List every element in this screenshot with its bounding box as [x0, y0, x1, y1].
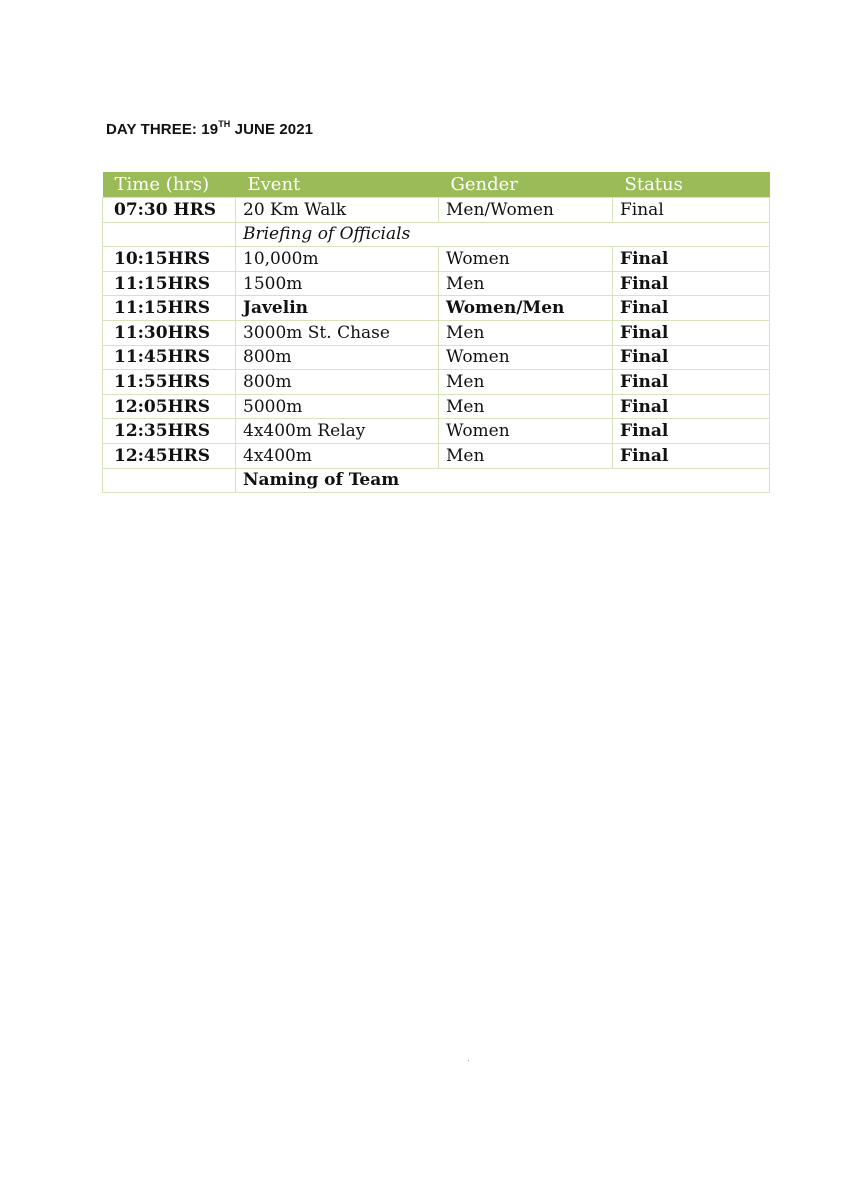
column-header-status: Status: [613, 172, 770, 198]
event-cell: 800m: [236, 345, 439, 370]
heading-date-prefix: DAY THREE: 19: [106, 121, 219, 138]
status-cell: Final: [613, 296, 770, 321]
event-cell: 800m: [236, 370, 439, 395]
time-cell: 11:15HRS: [103, 296, 236, 321]
event-cell: Javelin: [236, 296, 439, 321]
table-row: [103, 320, 770, 345]
column-header-gender: Gender: [439, 172, 613, 198]
gender-cell: Men/Women: [439, 198, 613, 223]
schedule-table: [102, 172, 770, 493]
gender-cell: Women: [439, 419, 613, 444]
time-cell: [103, 222, 236, 247]
table-row: [103, 271, 770, 296]
table-row: [103, 394, 770, 419]
table-row: [103, 345, 770, 370]
page-heading: [106, 120, 313, 138]
gender-cell: Women/Men: [439, 296, 613, 321]
gender-cell: Men: [439, 443, 613, 468]
status-cell: Final: [613, 320, 770, 345]
table-row: [103, 419, 770, 444]
status-cell: Final: [613, 419, 770, 444]
event-cell: Naming of Team: [236, 468, 770, 493]
table-row: [103, 222, 770, 247]
heading-date-superscript: TH: [218, 119, 231, 129]
gender-cell: Women: [439, 247, 613, 272]
time-cell: 12:35HRS: [103, 419, 236, 444]
event-cell: 1500m: [236, 271, 439, 296]
time-cell: 11:55HRS: [103, 370, 236, 395]
scan-speck: [468, 1060, 469, 1061]
table-header-row: [103, 172, 770, 198]
time-cell: [103, 468, 236, 493]
event-cell: 4x400m: [236, 443, 439, 468]
gender-cell: Men: [439, 394, 613, 419]
status-cell: Final: [613, 271, 770, 296]
event-cell: 5000m: [236, 394, 439, 419]
heading-date-suffix: JUNE 2021: [230, 121, 314, 138]
time-cell: 11:30HRS: [103, 320, 236, 345]
status-cell: Final: [613, 370, 770, 395]
time-cell: 11:15HRS: [103, 271, 236, 296]
event-cell: 20 Km Walk: [236, 198, 439, 223]
column-header-event: Event: [236, 172, 439, 198]
table-row: [103, 247, 770, 272]
status-cell: Final: [613, 394, 770, 419]
table-row: [103, 443, 770, 468]
status-cell: Final: [613, 247, 770, 272]
event-cell: 10,000m: [236, 247, 439, 272]
gender-cell: Men: [439, 320, 613, 345]
event-cell: 3000m St. Chase: [236, 320, 439, 345]
status-cell: Final: [613, 345, 770, 370]
time-cell: 12:45HRS: [103, 443, 236, 468]
table-row: [103, 296, 770, 321]
table-row: [103, 370, 770, 395]
event-cell: Briefing of Officials: [236, 222, 770, 247]
event-cell: 4x400m Relay: [236, 419, 439, 444]
time-cell: 12:05HRS: [103, 394, 236, 419]
time-cell: 11:45HRS: [103, 345, 236, 370]
gender-cell: Women: [439, 345, 613, 370]
time-cell: 10:15HRS: [103, 247, 236, 272]
status-cell: Final: [613, 443, 770, 468]
gender-cell: Men: [439, 370, 613, 395]
time-cell: 07:30 HRS: [103, 198, 236, 223]
gender-cell: Men: [439, 271, 613, 296]
table-row: [103, 468, 770, 493]
status-cell: Final: [613, 198, 770, 223]
column-header-time: Time (hrs): [103, 172, 236, 198]
table-row: [103, 198, 770, 223]
